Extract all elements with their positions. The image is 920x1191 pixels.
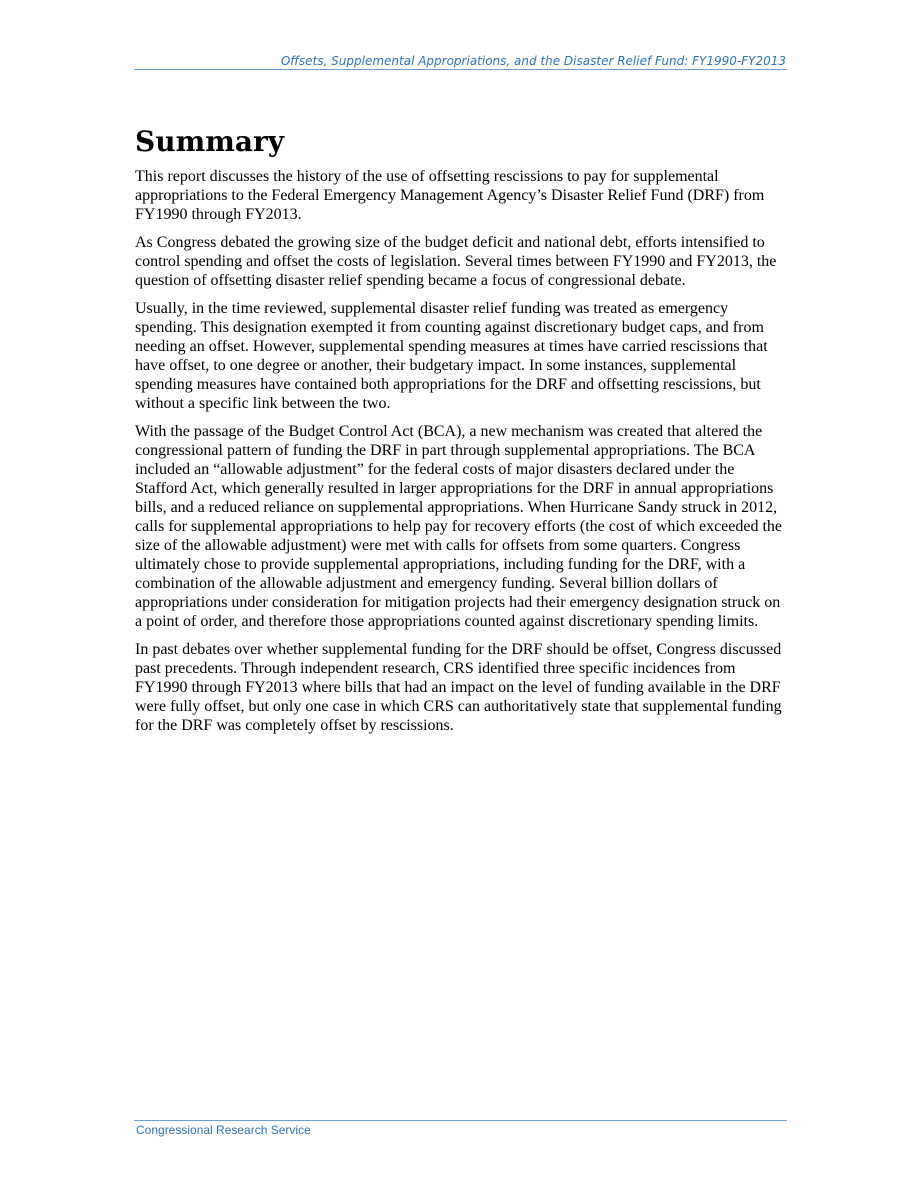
summary-section bbox=[135, 123, 787, 744]
summary-paragraph-5: In past debates over whether supplemental funding for the DRF should be offset, Congress discussed past precedents. Through independent research, CRS identified three specific incidences from FY1990 through FY2013 where bills that had an impact on the level of funding available in the DRF were fully offset, but only one case in which CRS can authoritatively state that supplemental funding for the DRF was completely offset by rescissions. bbox=[135, 641, 782, 734]
summary-paragraph-3: Usually, in the time reviewed, supplemental disaster relief funding was treated as emergency spending. This designation exempted it from counting against discretionary budget caps, and from needing an offset. However, supplemental spending measures at times have carried rescissions that have offset, to one degree or another, their budgetary impact. In some instances, supplemental spending measures have contained both appropriations for the DRF and offsetting rescissions, but without a specific link between the two. bbox=[135, 300, 768, 412]
page-title: Summary bbox=[135, 125, 284, 158]
summary-paragraph-4: With the passage of the Budget Control Act (BCA), a new mechanism was created that altered the congressional pattern of funding the DRF in part through supplemental appropriations. The BCA included an “allowable adjustment” for the federal costs of major disasters declared under the Stafford Act, which generally resulted in larger appropriations for the DRF in annual appropriations bills, and a reduced reliance on supplemental appropriations. When Hurricane Sandy struck in 2012, calls for supplemental appropriations to help pay for recovery efforts (the cost of which exceeded the size of the allowable adjustment) were met with calls for offsets from some quarters. Congress ultimately chose to provide supplemental appropriations, including funding for the DRF, with a combination of the allowable adjustment and emergency funding. Several billion dollars of appropriations under consideration for mitigation projects had their emergency designation struck on a point of order, and therefore those appropriations counted against discretionary spending limits. bbox=[135, 423, 783, 630]
summary-paragraph-1: This report discusses the history of the use of offsetting rescissions to pay for supplemental appropriations to the Federal Emergency Management Agency’s Disaster Relief Fund (DRF) from FY1990 through FY2013. bbox=[135, 168, 765, 223]
header-divider bbox=[134, 69, 787, 70]
footer-organization: Congressional Research Service bbox=[136, 1123, 311, 1137]
summary-paragraph-2: As Congress debated the growing size of the budget deficit and national debt, efforts intensified to control spending and offset the costs of legislation. Several times between FY1990 and FY2013, the question of offsetting disaster relief spending became a focus of congressional debate. bbox=[135, 234, 777, 289]
running-header-title: Offsets, Supplemental Appropriations, and the Disaster Relief Fund: FY1990-FY2013 bbox=[280, 54, 786, 68]
footer-divider bbox=[134, 1120, 787, 1121]
